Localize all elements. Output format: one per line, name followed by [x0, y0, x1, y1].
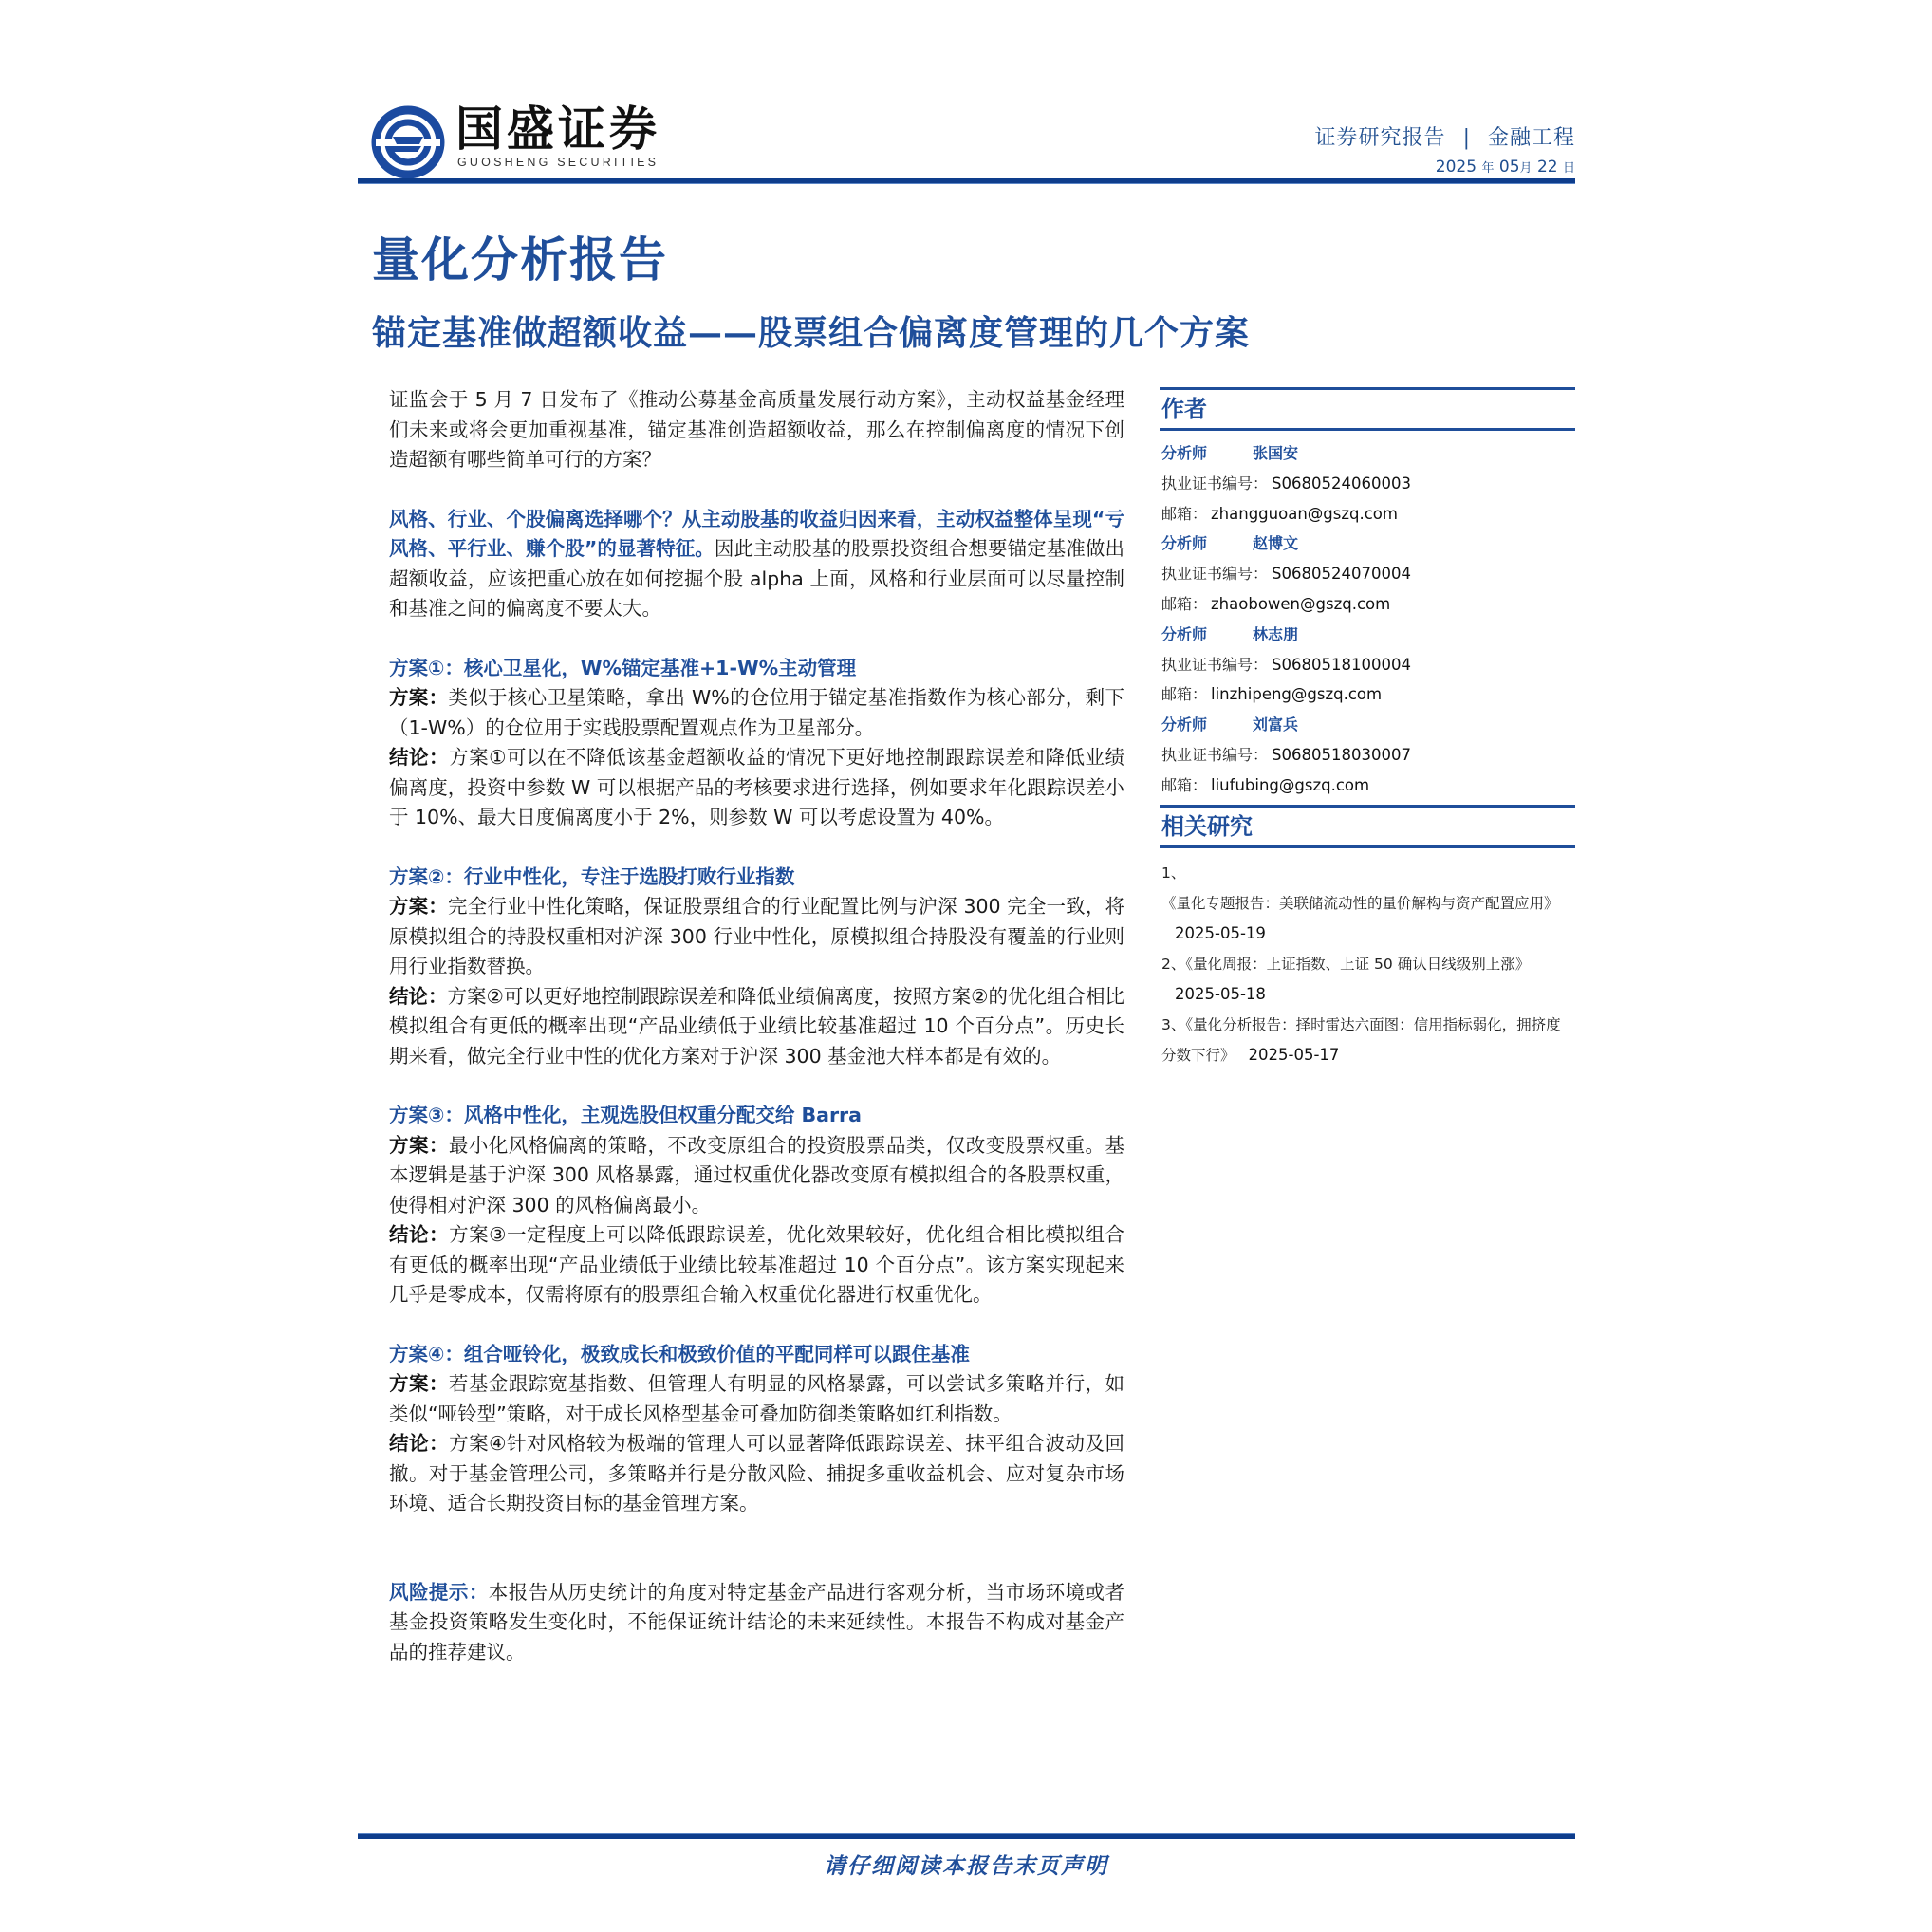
guosheng-logo-icon [370, 104, 446, 180]
section-conclusion [389, 1220, 1124, 1310]
section-heading: 方案④：组合哑铃化，极致成长和极致价值的平配同样可以跟住基准 [389, 1342, 970, 1365]
plan-label: 方案： [389, 1133, 449, 1157]
section-conclusion [389, 982, 1124, 1072]
author-cert: S0680518100004 [1272, 655, 1411, 674]
plan-label: 方案： [389, 895, 448, 918]
author-name: 赵博文 [1253, 534, 1299, 553]
related-item[interactable] [1160, 949, 1575, 1010]
section-heading: 方案②：行业中性化，专注于选股打败行业指数 [389, 864, 795, 888]
plan-label: 方案： [389, 686, 449, 709]
report-subtitle: 锚定基准做超额收益——股票组合偏离度管理的几个方案 [372, 313, 1251, 353]
email-label: 邮箱： [1161, 504, 1208, 523]
author-card [1160, 529, 1575, 619]
plan-label: 方案： [389, 1372, 449, 1395]
related-heading: 相关研究 [1161, 811, 1253, 840]
brand-name-cn: 国盛证券 [455, 101, 660, 157]
cert-label: 执业证书编号： [1161, 655, 1269, 674]
related-date: 2025-05-18 [1175, 984, 1266, 1003]
email-label: 邮箱： [1161, 594, 1208, 613]
author-cert: S0680518030007 [1272, 745, 1411, 764]
footer-divider [358, 1833, 1575, 1839]
author-name: 林志朋 [1253, 624, 1299, 643]
date-month-unit: 月 [1519, 161, 1533, 176]
section-heading: 方案①：核心卫星化，W%锚定基准+1-W%主动管理 [389, 656, 857, 679]
author-name: 张国安 [1253, 444, 1299, 462]
author-cert: S0680524060003 [1272, 474, 1411, 492]
risk-text: 本报告从历史统计的角度对特定基金产品进行客观分析，当市场环境或者基金投资策略发生变化时，不能保证统计结论的未来延续性。本报告不构成对基金产品的推荐建议。 [389, 1580, 1125, 1663]
related-title: 《量化分析报告：择时雷达六面图：信用指标弱化，拥挤度分数下行》 [1161, 1015, 1561, 1064]
section-2 [389, 863, 1124, 1072]
author-card [1160, 710, 1575, 800]
date-month: 05 [1498, 158, 1520, 176]
related-date: 2025-05-19 [1175, 923, 1266, 942]
conclusion-label: 结论： [389, 1432, 450, 1455]
related-date: 2025-05-17 [1248, 1045, 1340, 1064]
date-year-unit: 年 [1481, 161, 1495, 176]
section-plan [389, 1131, 1124, 1221]
authors-heading: 作者 [1161, 395, 1207, 422]
section-conclusion [389, 1429, 1124, 1519]
intro-paragraph: 证监会于 5 月 7 日发布了《推动公募基金高质量发展行动方案》，主动权益基金经理们未来或将会更加重视基准，锚定基准创造超额收益，那么在控制偏离度的情况下创造超额有哪些简单可行的方案？ [389, 388, 1124, 471]
author-role: 分析师 [1161, 715, 1208, 734]
related-title: 《量化专题报告：美联储流动性的量价解构与资产配置应用》 [1161, 894, 1559, 912]
related-index: 3、 [1161, 1015, 1186, 1033]
email-label: 邮箱： [1161, 775, 1208, 794]
section-1 [389, 654, 1124, 833]
plan-text: 最小化风格偏离的策略，不改变原组合的投资股票品类，仅改变股票权重。基本逻辑是基于沪深 300 风格暴露，通过权重优化器改变原有模拟组合的各股票权重，使得相对沪深 300 的风格偏离最小。 [389, 1133, 1124, 1217]
category: 金融工程 [1487, 126, 1575, 150]
author-role: 分析师 [1161, 534, 1208, 553]
author-card [1160, 438, 1575, 529]
summary-paragraph [389, 505, 1124, 624]
brand-name-en: GUOSHENG SECURITIES [457, 156, 659, 169]
conclusion-text: 方案①可以在不降低该基金超额收益的情况下更好地控制跟踪误差和降低业绩偏离度，投资中参数 W 可以根据产品的考核要求进行选择，例如要求年化跟踪误差小于 10%、最大日度偏离度小于 2%，则参数 W 可以考虑设置为 40%。 [389, 746, 1124, 828]
related-item[interactable] [1160, 858, 1575, 949]
report-date [1436, 158, 1575, 176]
cert-label: 执业证书编号： [1161, 745, 1269, 764]
related-index: 2、 [1161, 955, 1186, 973]
section-plan [389, 1369, 1124, 1429]
cert-label: 执业证书编号： [1161, 565, 1269, 584]
author-role: 分析师 [1161, 444, 1208, 462]
report-type: 证券研究报告 [1314, 126, 1446, 150]
conclusion-label: 结论： [389, 1223, 450, 1246]
summary-text: 因此主动股基的股票投资组合想要锚定基准做出超额收益，应该把重心放在如何挖掘个股 alpha 上面，风格和行业层面可以尽量控制和基准之间的偏离度不要太大。 [389, 537, 1124, 620]
sidebar [1160, 387, 1575, 1070]
plan-text: 类似于核心卫星策略，拿出 W%的仓位用于锚定基准指数作为核心部分，剩下（1-W%）的仓位用于实践股票配置观点作为卫星部分。 [389, 686, 1124, 739]
section-plan [389, 892, 1124, 982]
conclusion-text: 方案④针对风格较为极端的管理人可以显著降低跟踪误差、抹平组合波动及回撤。对于基金管理公司，多策略并行是分散风险、捕捉多重收益机会、应对复杂市场环境、适合长期投资目标的基金管理方案。 [389, 1432, 1124, 1514]
date-day-unit: 日 [1562, 161, 1575, 176]
conclusion-text: 方案②可以更好地控制跟踪误差和降低业绩偏离度，按照方案②的优化组合相比模拟组合有更低的概率出现“产品业绩低于业绩比较基准超过 10 个百分点”。历史长期来看，做完全行业中性的优化方案对于沪深 300 基金池大样本都是有效的。 [389, 984, 1125, 1068]
section-3 [389, 1101, 1124, 1310]
footer-notice: 请仔细阅读本报告末页声明 [824, 1853, 1108, 1879]
plan-text: 完全行业中性化策略，保证股票组合的行业配置比例与沪深 300 完全一致，将原模拟组合的持股权重相对沪深 300 行业中性化，原模拟组合持股没有覆盖的行业则用行业指数替换。 [389, 895, 1124, 977]
cert-label: 执业证书编号： [1161, 474, 1269, 492]
author-email[interactable]: zhangguoan@gszq.com [1211, 504, 1398, 523]
author-card [1160, 620, 1575, 710]
header-divider [358, 178, 1575, 184]
section-plan [389, 683, 1124, 743]
section-heading: 方案③：风格中性化，主观选股但权重分配交给 Barra [389, 1104, 863, 1126]
report-title: 量化分析报告 [372, 232, 668, 288]
author-email[interactable]: zhaobowen@gszq.com [1211, 594, 1391, 613]
author-name: 刘富兵 [1253, 715, 1299, 734]
author-role: 分析师 [1161, 624, 1208, 643]
report-category [1315, 121, 1575, 151]
separator: | [1462, 126, 1471, 150]
risk-label: 风险提示： [389, 1580, 489, 1604]
section-4 [389, 1340, 1124, 1519]
date-year: 2025 [1435, 158, 1477, 176]
risk-notice [389, 1578, 1124, 1668]
related-item[interactable] [1160, 1010, 1575, 1070]
conclusion-label: 结论： [389, 746, 450, 769]
email-label: 邮箱： [1161, 685, 1208, 704]
conclusion-text: 方案③一定程度上可以降低跟踪误差，优化效果较好，优化组合相比模拟组合有更低的概率出现“产品业绩低于业绩比较基准超过 10 个百分点”。该方案实现起来几乎是零成本，仅需将原有的股票组合输入权重优化器进行权重优化。 [389, 1223, 1124, 1306]
author-email[interactable]: liufubing@gszq.com [1211, 775, 1370, 794]
main-column [389, 385, 1124, 1667]
author-cert: S0680524070004 [1272, 565, 1411, 584]
related-title: 《量化周报：上证指数、上证 50 确认日线级别上涨》 [1185, 955, 1531, 973]
section-conclusion [389, 743, 1124, 833]
author-email[interactable]: linzhipeng@gszq.com [1211, 685, 1383, 704]
date-day: 22 [1536, 158, 1558, 176]
plan-text: 若基金跟踪宽基指数、但管理人有明显的风格暴露，可以尝试多策略并行，如类似“哑铃型”策略，对于成长风格型基金可叠加防御类策略如红利指数。 [389, 1372, 1124, 1425]
summary-highlight: 风格、行业、个股偏离选择哪个？从主动股基的收益归因来看，主动权益整体呈现“亏风格、平行业、赚个股”的显著特征。 [389, 507, 1124, 560]
conclusion-label: 结论： [389, 984, 448, 1008]
related-index: 1、 [1161, 864, 1186, 882]
